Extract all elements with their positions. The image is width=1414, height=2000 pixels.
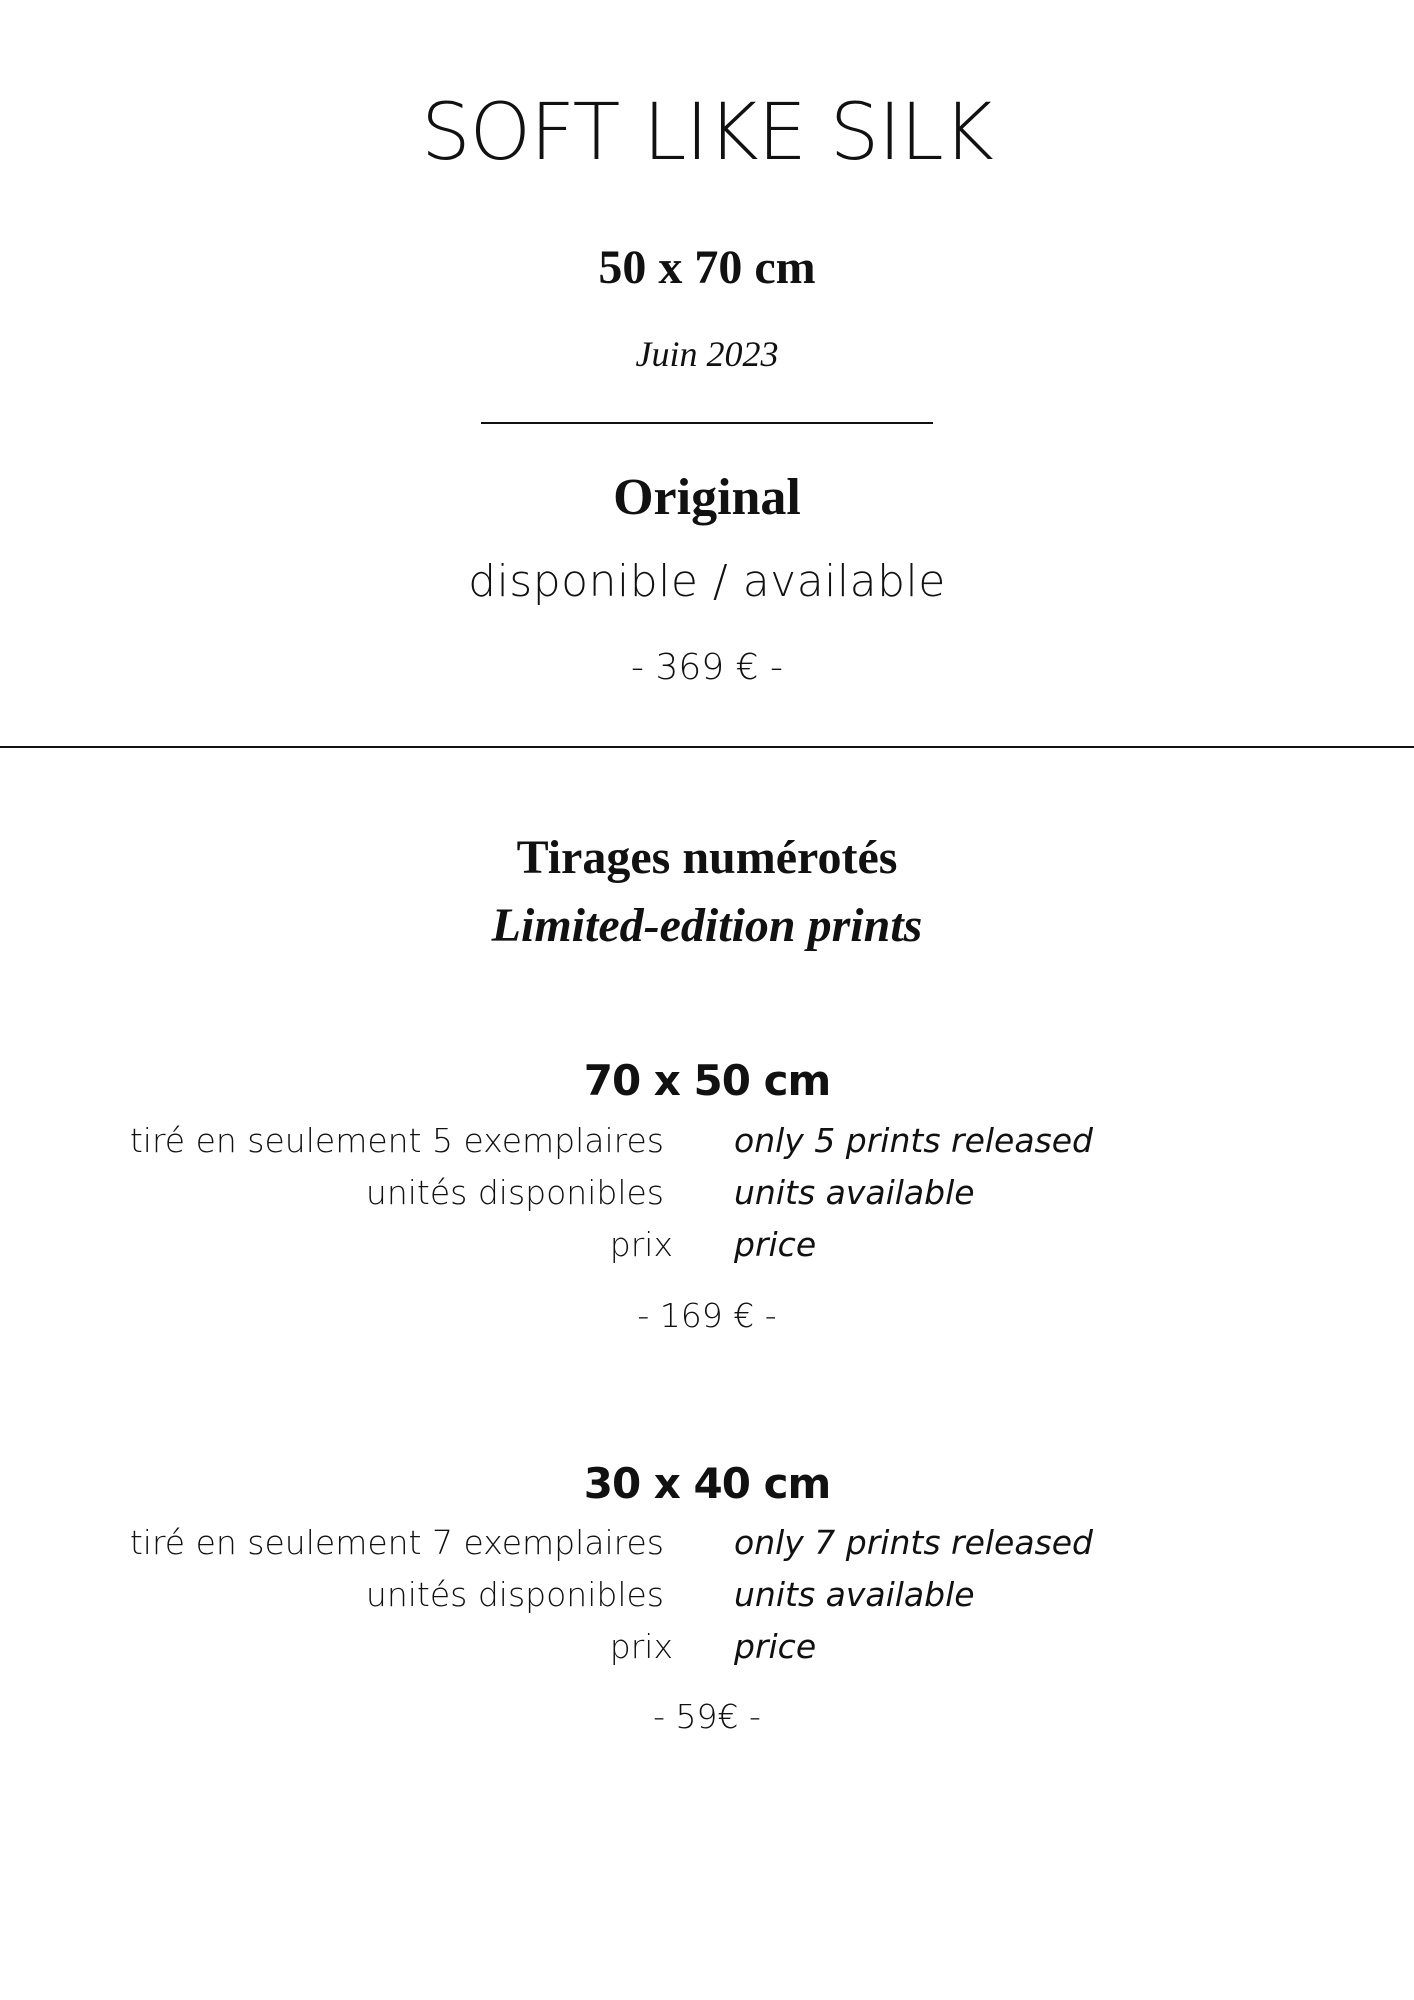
original-status: disponible / available	[468, 556, 946, 607]
artwork-format: 50 x 70 cm	[598, 241, 816, 294]
artwork-title: SOFT LIKE SILK	[421, 88, 993, 178]
edition-released-row	[0, 1121, 1414, 1164]
original-price: - 369 € -	[631, 647, 783, 688]
edition-price-label-row	[0, 1627, 1414, 1670]
price-label-en: price	[734, 1225, 817, 1264]
editions-heading-fr: Tirages numérotés	[516, 831, 898, 884]
price-label-fr: prix	[609, 1627, 673, 1666]
released-en: only 5 prints released	[734, 1121, 1094, 1160]
units-fr: unités disponibles	[365, 1575, 664, 1614]
price-label-fr: prix	[609, 1225, 673, 1264]
units-en: units available	[734, 1575, 975, 1614]
released-fr: tiré en seulement 7 exemplaires	[129, 1523, 664, 1562]
edition-price: - 169 € -	[637, 1296, 777, 1335]
edition-size: 70 x 50 cm	[583, 1056, 831, 1105]
edition-units-row	[0, 1173, 1414, 1216]
units-fr: unités disponibles	[365, 1173, 664, 1212]
released-fr: tiré en seulement 5 exemplaires	[129, 1121, 664, 1160]
released-en: only 7 prints released	[734, 1523, 1094, 1562]
edition-units-row	[0, 1575, 1414, 1618]
original-heading: Original	[613, 469, 801, 526]
edition-size: 30 x 40 cm	[583, 1459, 831, 1508]
editions-heading-en: Limited-edition prints	[491, 899, 923, 952]
edition-price-label-row	[0, 1225, 1414, 1268]
price-label-en: price	[734, 1627, 817, 1666]
edition-released-row	[0, 1523, 1414, 1566]
artwork-date: Juin 2023	[635, 334, 779, 374]
title-divider	[481, 422, 933, 424]
units-en: units available	[734, 1173, 975, 1212]
edition-price: - 59€ -	[653, 1697, 761, 1736]
section-divider	[0, 746, 1414, 748]
